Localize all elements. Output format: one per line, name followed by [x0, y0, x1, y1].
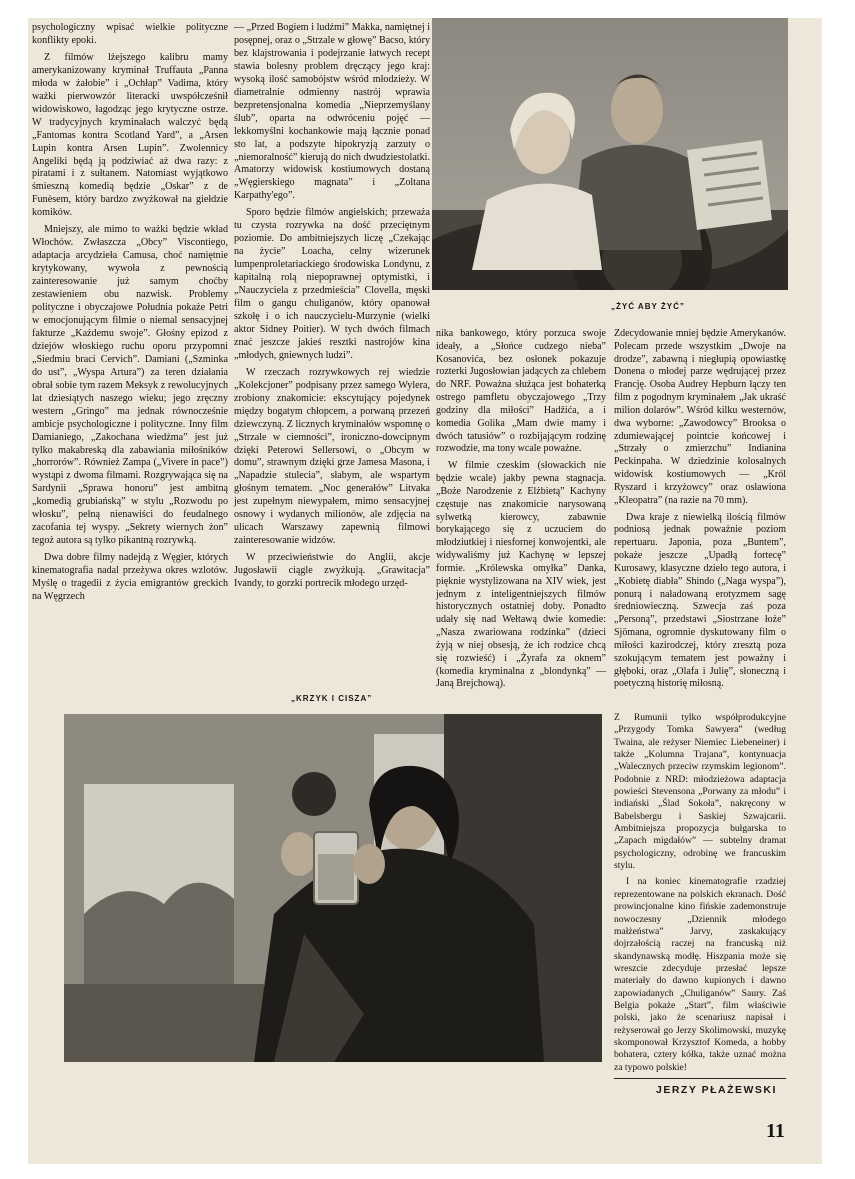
paragraph: I na koniec kinematografie rzadziej reprezentowane na polskich ekranach. Dość prowincjonalne kino fińskie zademonstruje nowoczesny „Dziennik młodego małżeństwa” Jarvy, zaskakujący dojrzałością raczej na francuską niż skandynawską modłę. Hiszpania może się wreszcie zdecyduje przesłać lepsze materiały do dawno kupionych i dawno zapowiadanych „Chuliganów” Saury. Zaś Belgia pokaże „Start”, film właściwie polski, jako że scenariusz napisał i reżyserował go Jerzy Skolimowski, muzykę skomponował Krzysztof Komeda, a hobby bohatera, cztery kółka, także uznać można za typowo polskie!: [614, 876, 786, 1073]
author-signature: JERZY PŁAŻEWSKI: [656, 1084, 777, 1096]
paragraph: nika bankowego, który porzuca swoje ideały, a „Słońce cudzego nieba” Kosanovića, bez osłonek pokazuje rozterki Jugosłowian jadących za chlebem do NRF. Poważna służąca jest bohaterką ostrego pamfletu obyczajowego „Trzy godziny dla miłości” Hadžića, a i komedia Golika „Mam dwie mamy i dwóch tatusiów” o rozbijającym rodzinę rozwodzie, ma tony wcale poważne.: [436, 328, 606, 455]
text-column-2: [234, 22, 430, 694]
paragraph: W przeciwieństwie do Anglii, akcje Jugosławii ciągle zwyżkują. „Grawitacja” Ivandy, to gorzki portrecik młodego urzęd-: [234, 552, 430, 590]
caption-top-photo: „ŻYĆ ABY ŻYĆ”: [611, 302, 685, 311]
page-number: 11: [766, 1120, 785, 1142]
paragraph: — „Przed Bogiem i ludźmi” Makka, namiętnej i posępnej, oraz o „Strzale w głowę” Bacso, który bez klajstrowania i podejrzanie łatwych recept stawia bolesny problem dręczący jego kraj: wysoką ilość samobójstw wśród młodzieży. W diametralnie odmienny nastrój wprawia bezpretensjonalna komedia „Nieprzemyślany ślub”, oparta na odwróceniu pojęć — lekkomyślni kochankowie mają łącznie ponad sto lat, a podszyte hipokryzją zarzuty o „niemoralność” kierują do nich dwudziestolatki. Amatorzy widowisk kostiumowych dostaną „Węgierskiego magnata” i „Zoltana Karpathy'ego”.: [234, 22, 430, 202]
paragraph: Mniejszy, ale mimo to ważki będzie wkład Włochów. Zwłaszcza „Obcy” Viscontiego, adaptacja arcydzieła Camusa, choć namiętnie krytykowany, wywoła z pewnością zainteresowanie już samym choćby zestawieniem obu nazwisk. Problemy polityczne i obyczajowe Południa pokaże Petri w emocjonującym filmie o niemal sensacyjnej fakturze „Każdemu swoje”. Głośny epizod z dziejów włoskiego ruchu oporu przypomni „Siedmiu braci Cervich”. Damiani („Szminka do ust”, „Wyspa Artura”) za teren działania obrał sobie tym razem Meksyk z rewolucyjnych lat dziesiątych naszego wieku; jego zręczny western „Gringo” ma jednak równocześnie ambicje psychologiczne i polityczne. Inny film Damianiego, „Zakochana wiedźma” jest już tylko makabreską dla zabawiania miłośników „horrorów”. Również Zampa („Vivere in pace”) wystąpi z dwoma filmami. Rozgrywająca się na Sardynii „Sprawa honoru” jest ambitną „komedią grubiańską” w stylu „Rozwodu po włosku”, pełną nienawiści do feudalnego zacofania tej wyspy. „Sekrety wiernych żon” tegoż autora są tylko pikantną rozrywką.: [32, 224, 228, 547]
paragraph: Sporo będzie filmów angielskich; przeważa tu czysta rozrywka na dość przeciętnym poziomie. Do ambitniejszych liczę „Czekając na życie” Loacha, celny wizerunek lumpenproletariackiego środowiska Londynu, z kapitalną rolą niepoprawnej optymistki, i „Nauczyciela z przedmieścia” Clovella, męski film o gangu chuliganów, który opanował szkołę i o ich nauczycielu-Murzynie (wielki aktor Sidney Poitier). W tych dwóch filmach znać jeszcze jakieś resztki nastrojów kina „młodych, gniewnych ludzi”.: [234, 207, 430, 361]
author-rule: [614, 1078, 786, 1079]
paragraph: psychologiczny wpisać wielkie polityczne konflikty epoki.: [32, 22, 228, 46]
paragraph: W filmie czeskim (słowackich nie będzie wcale) jakby pewna stagnacja. „Boże Narodzenie z Elżbietą” Kachyny częstuje nas znakomicie narysowaną sylwetką kierowcy, zabawnie borykającego się z uczuciem do młodziutkiej i niesfornej konwojentki, ale widywaliśmy już Kachynę w lepszej formie. „Królewska omyłka” Danka, pięknie wystylizowana na XIV wiek, jest jednym z inteligentniejszych filmów historycznych ostatniej doby. Ponadto udały się nad Wełtawą dwie komedie: „Nasza zwariowana rodzinka” (dzieci żyją w niej obsesją, że ich rodzice chcą się rozwieść) i „Żyrafa za oknem” (komedia kryminalna z „blondynką” — Janą Brejchową).: [436, 460, 606, 690]
text-column-4-lower: [614, 712, 786, 1076]
text-column-4-upper: [614, 328, 786, 694]
paragraph: W rzeczach rozrywkowych rej wiedzie „Kolekcjoner” podpisany przez samego Wylera, zrobiony znakomicie: ekscytujący pojedynek między bogatym chłopcem, a porwaną przezeń dziewczyną. Z licznych kryminałów wspomnę o „Strzale w ciemności”, ironiczno-dowcipnym dzięki Peterowi Sellersowi, o „Obcym w domu”, strawnym dzięki grze Jamesa Masona, i „Napadzie stulecia”, słabym, ale wspartym głośnym tematem. „Noc generałów” Litvaka jest zupełnym niewypałem, mimo sensacyjnej osnowy i wydanych milionów, ale zdjęcia na ulicach Warszawy zapewnią filmowi zainteresowanie widzów.: [234, 366, 430, 547]
photo-krzyk-i-cisza: [64, 714, 602, 1062]
photo-woman-drinking-image: [64, 714, 602, 1062]
caption-bottom-photo: „KRZYK I CISZA”: [291, 694, 373, 703]
text-column-1: [32, 22, 228, 694]
photo-couple-image: [432, 18, 788, 290]
paragraph: Dwa dobre filmy nadejdą z Węgier, których kinematografia nadal przeżywa okres wzlotów. Myślę o tragedii z życia emigrantów greckich na Węgrzech: [32, 552, 228, 602]
paragraph: Z filmów lżejszego kalibru mamy amerykanizowany kryminał Truffauta „Panna młoda w żałobie” i „Ochłap” Vadima, który ważki pierwowzór literacki uwspółcześnił widowiskowo, łagodząc jego krytyczne ostrze. W tradycyjnych kryminałach walczyć będą „Fantomas kontra Scotland Yard”, a „Arsen Lupin kontra Arsen Lupin”. Zwolennicy Angeliki będą ją podziwiać aż dwa razy: z piratami i z sułtanem. Natomiast wyjątkowo śmieszną komedią będzie „Oskar” z de Funèsem, który bardzo zwyżkował na giełdzie komików.: [32, 51, 228, 219]
paragraph: Zdecydowanie mniej będzie Amerykanów. Polecam przede wszystkim „Dwoje na drodze”, zabawną i niegłupią opowiastkę Donena o młodej parze wędrującej przez Francję. Osoba Audrey Hepburn łączy ten film z pogodnym kryminałem „Jak ukraść milion dolarów”. Wśród kilku westernów, dwa wyborne: „Zawodowcy” Brooksa o zdumiewającej pointcie końcowej i „Strzały o zmierzchu” Indianina Peckinpaha. W dziedzinie kolosalnych widowisk kostiumowych — „Król Ryszard i krzyżowcy” oraz osławiona „Kleopatra” (na razie na 70 mm).: [614, 328, 786, 506]
text-column-3: [436, 328, 606, 694]
paragraph: Z Rumunii tylko współprodukcyjne „Przygody Tomka Sawyera” (według Twaina, ale reżyser Niemiec Liebeneiner) i także „Kolumna Trajana”, kontynuacja „Walecznych przeciw rzymskim legionom”. Podobnie z NRD: młodzieżowa adaptacja powieści Stevensona „Porwany za młodu” i indiański „Ślad Sokoła”, nakręcony w Babelsbergu i Saskiej Szwajcarii. Ambitniejsza propozycja bułgarska to „Zapach migdałów” — subtelny dramat psychologiczny, odrobinę we francuskim stylu.: [614, 712, 786, 872]
paragraph: Dwa kraje z niewielką ilością filmów podniosą jednak poważnie poziom repertuaru. Japonia, poza „Buntem”, pokaże jeszcze „Upadłą fortecę” Kurosawy, klasyczne dzieło tego autora, i „Kobietę diabła” Shindo („Naga wyspa”), ponurą i naładowaną erotyzmem sagę średniowieczną. Szwecja zaś poza „Personą”, przedstawi „Siostrzane łoże” Sjömana, ogromnie dyskutowany film o miłości kazirodczej, który zresztą poza szokującym tematem jest poważny i głęboki, oraz „Olafa i Julię”, słoneczną i poetyczną historię miłosną.: [614, 511, 786, 690]
magazine-page: [28, 18, 822, 1164]
photo-zyc-aby-zyc: [432, 18, 788, 290]
